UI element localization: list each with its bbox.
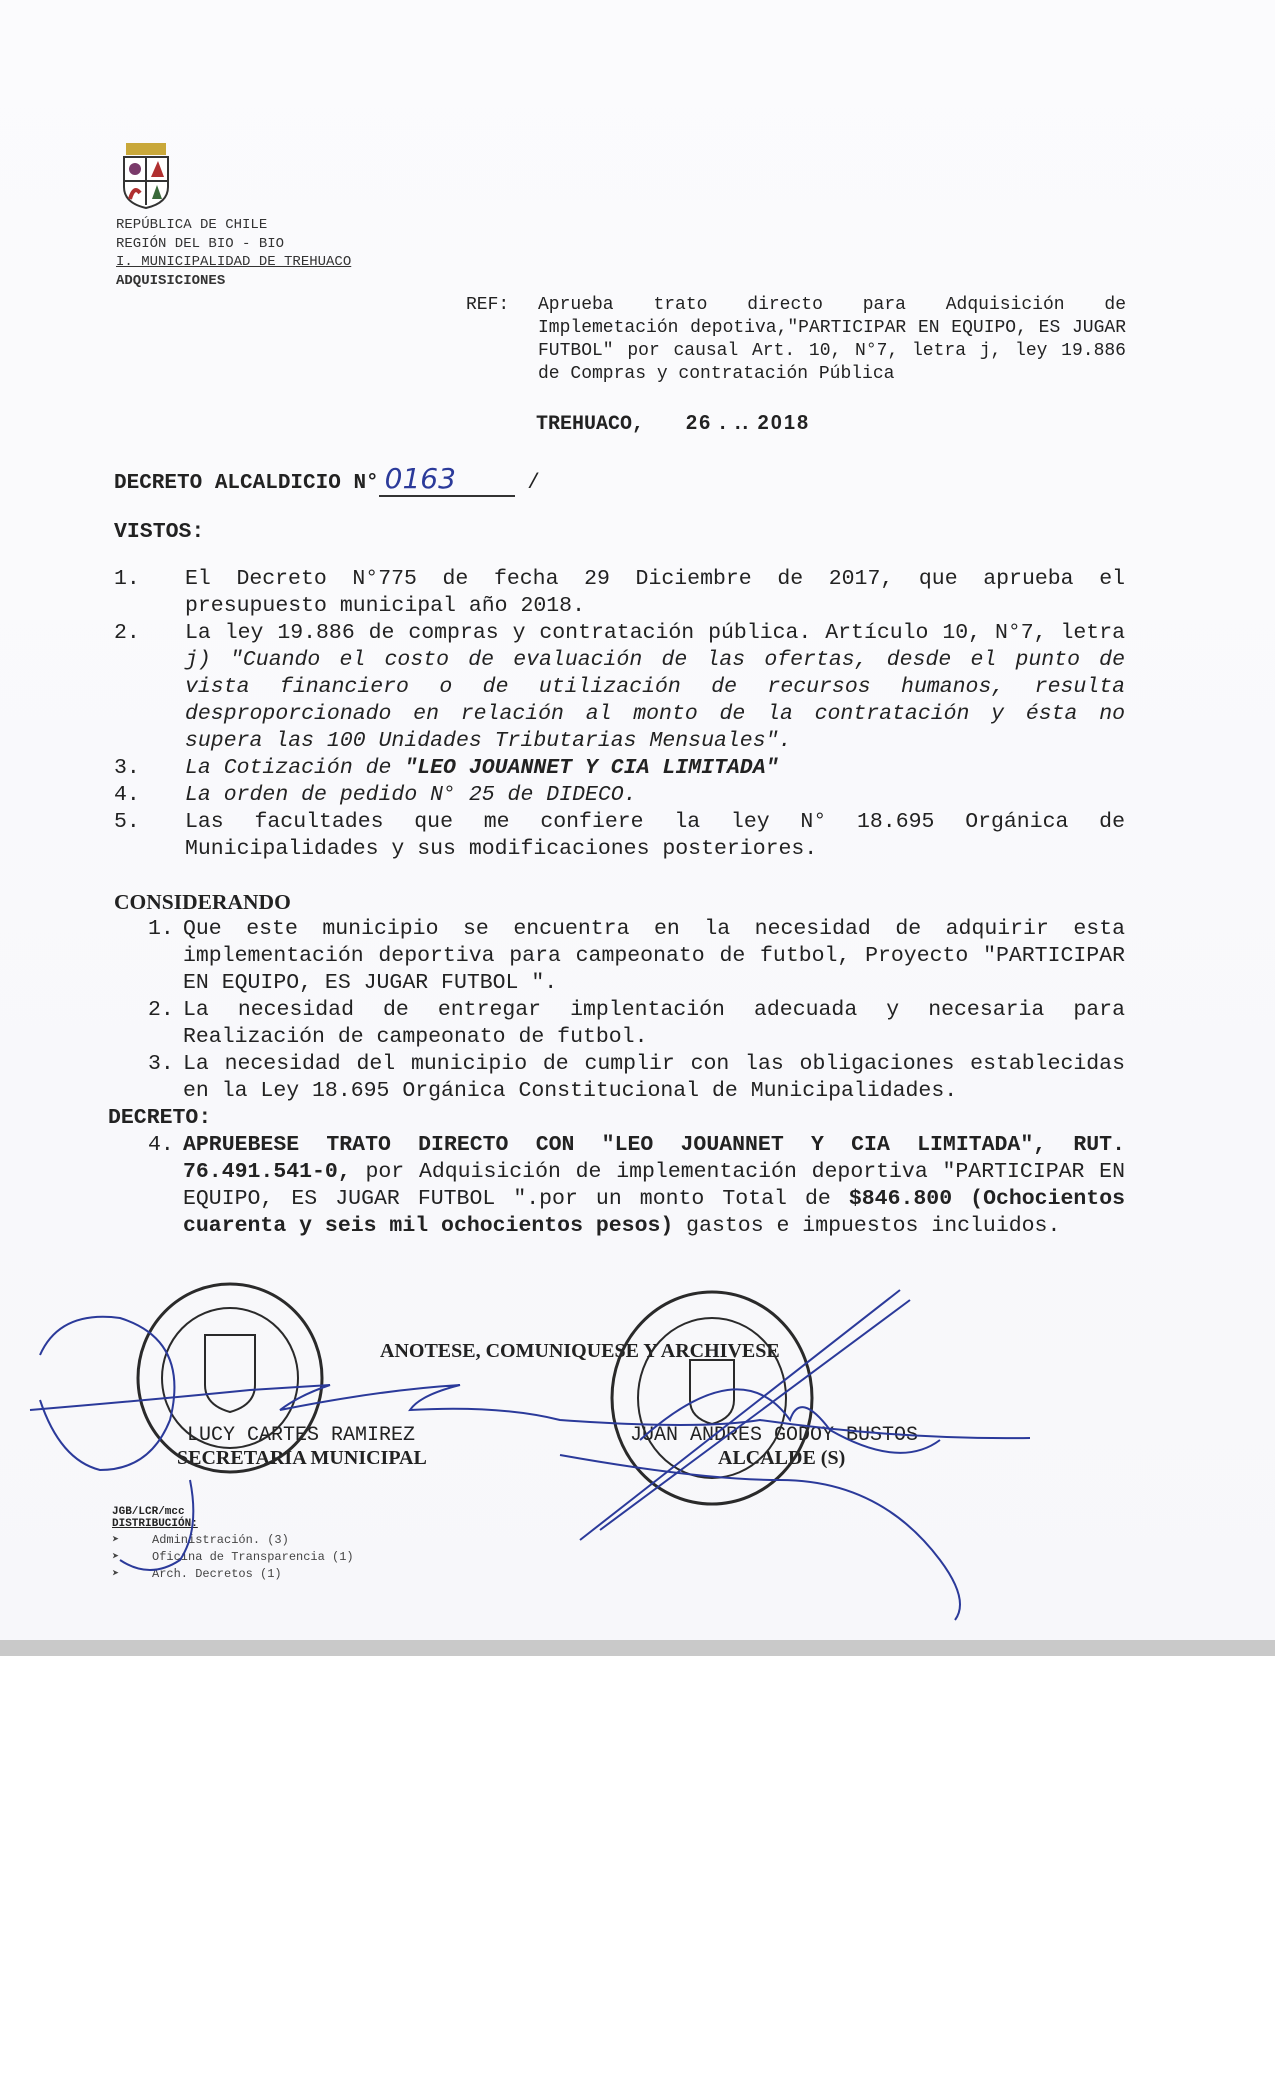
right-signature-block [630,1424,918,1470]
arrow-bullet-icon: ➤ [112,1567,120,1581]
approval-statement: APRUEBESE TRATO DIRECTO CON "LEO JOUANNET Y CIA LIMITADA", RUT. 76.491.541-0, [183,1133,1125,1184]
initials: JGB/LCR/mcc [112,1506,185,1518]
decreto-item [114,1132,1125,1240]
item-text: por Adquisición de implementación deportiva "PARTICIPAR EN EQUIPO, ES JUGAR FUTBOL ".por un monto Total de [183,1160,1125,1211]
item-text: La Cotización de [185,756,405,780]
item-number: 1. [114,567,140,591]
letterhead-department: ADQUISICIONES [116,272,226,289]
scan-edge [0,1640,1275,1656]
decree-title [114,462,540,497]
mayor-title: ALCALDE (S) [718,1447,846,1469]
item-text: La ley 19.886 de compras y contratación pública. Artículo 10, N°7, letra [185,621,1125,645]
secretary-title: SECRETARIA MUNICIPAL [177,1447,427,1469]
decreto-title: DECRETO: [108,1106,212,1130]
closing-formula: ANOTESE, COMUNIQUESE Y ARCHIVESE [380,1340,780,1362]
secretary-name: LUCY CARTES RAMIREZ [187,1424,416,1447]
arrow-bullet-icon: ➤ [112,1550,120,1564]
item-text: El Decreto N°775 de fecha 29 Diciembre de 2017, que aprueba el presupuesto municipal año 2018. [185,567,1125,618]
distribution-item [112,1549,354,1566]
left-signature-block [177,1424,427,1470]
supplier-name: "LEO JOUANNET Y CIA LIMITADA" [404,756,779,780]
letterhead-country: REPÚBLICA DE CHILE [116,217,268,233]
arrow-bullet-icon: ➤ [112,1533,120,1547]
municipal-coat-of-arms-logo [118,143,174,209]
item-text: La necesidad de entregar implentación adecuada y necesaria para Realización de campeonato de futbol. [183,998,1125,1049]
decree-slash: / [527,472,540,495]
item-text: Que este municipio se encuentra en la necesidad de adquirir esta implementación deportiva para campeonato de futbol, Proyecto "PARTICIPAR EN EQUIPO, ES JUGAR FUTBOL ". [183,917,1125,995]
ref-label: REF: [466,295,510,315]
distribution-label: Administración. (3) [152,1533,289,1547]
considerando-item [114,1051,1125,1105]
item-number: 3. [148,1052,174,1076]
vistos-item [114,620,1125,755]
item-text: gastos e impuestos incluidos. [673,1214,1061,1238]
total-amount: $846.800 (Ochocientos cuarenta y seis mil ochocientos pesos) [183,1187,1125,1238]
letterhead [116,216,351,290]
distribution-title: DISTRIBUCIÓN: [112,1518,198,1530]
reference-block [466,294,1126,386]
place-date [536,412,810,436]
item-number: 3. [114,756,140,780]
mayor-name: JUAN ANDRES GODOY BUSTOS [630,1424,919,1447]
item-number: 5. [114,810,140,834]
letterhead-region: REGIÓN DEL BIO - BIO [116,235,285,252]
vistos-item [114,755,1125,782]
vistos-item [114,782,1125,809]
vistos-title: VISTOS: [114,520,205,544]
item-text: Las facultades que me confiere la ley N° 18.695 Orgánica de Municipalidades y sus modificaciones posteriores. [185,810,1125,861]
item-number: 4. [114,783,140,807]
item-quote: j) "Cuando el costo de evaluación de las ofertas, desde el punto de vista financiero o de utilización de recursos humanos, resulta desproporcionado en relación al monto de la contratación y ésta no supera las 100 Unidades Tributarias Mensuales". [185,648,1125,753]
vistos-item [114,566,1125,620]
considerando-item [114,997,1125,1051]
decree-label: DECRETO ALCALDICIO N° [114,472,379,495]
decree-number-handwritten: 0163 [379,462,515,497]
distribution-label: Oficina de Transparencia (1) [152,1550,354,1564]
item-text: La orden de pedido N° 25 de DIDECO. [185,783,637,807]
item-number: 1. [148,917,174,941]
item-number: 2. [148,998,174,1022]
place: TREHUACO, [536,413,645,436]
distribution-item [112,1532,354,1549]
item-text: La necesidad del municipio de cumplir con las obligaciones establecidas en la Ley 18.695 Orgánica Constitucional de Municipalidades. [183,1052,1125,1103]
considerando-item [114,916,1125,997]
distribution-item [112,1566,354,1583]
item-number: 2. [114,621,140,645]
footer [112,1506,354,1583]
ref-text: Aprueba trato directo para Adquisición de Implemetación depotiva,"PARTICIPAR EN EQUIPO, ES JUGAR FUTBOL" por causal Art. 10, N°7, letra j, ley 19.886 de Compras y contratación Pública [538,295,1126,384]
date-stamp: 26 . .. 2018 [686,412,811,434]
vistos-item [114,809,1125,863]
letterhead-municipality: I. MUNICIPALIDAD DE TREHUACO [116,254,352,270]
item-number: 4. [148,1133,174,1157]
considerando-title: CONSIDERANDO [114,890,291,914]
main-body [108,519,1125,1240]
distribution-label: Arch. Decretos (1) [152,1567,282,1581]
